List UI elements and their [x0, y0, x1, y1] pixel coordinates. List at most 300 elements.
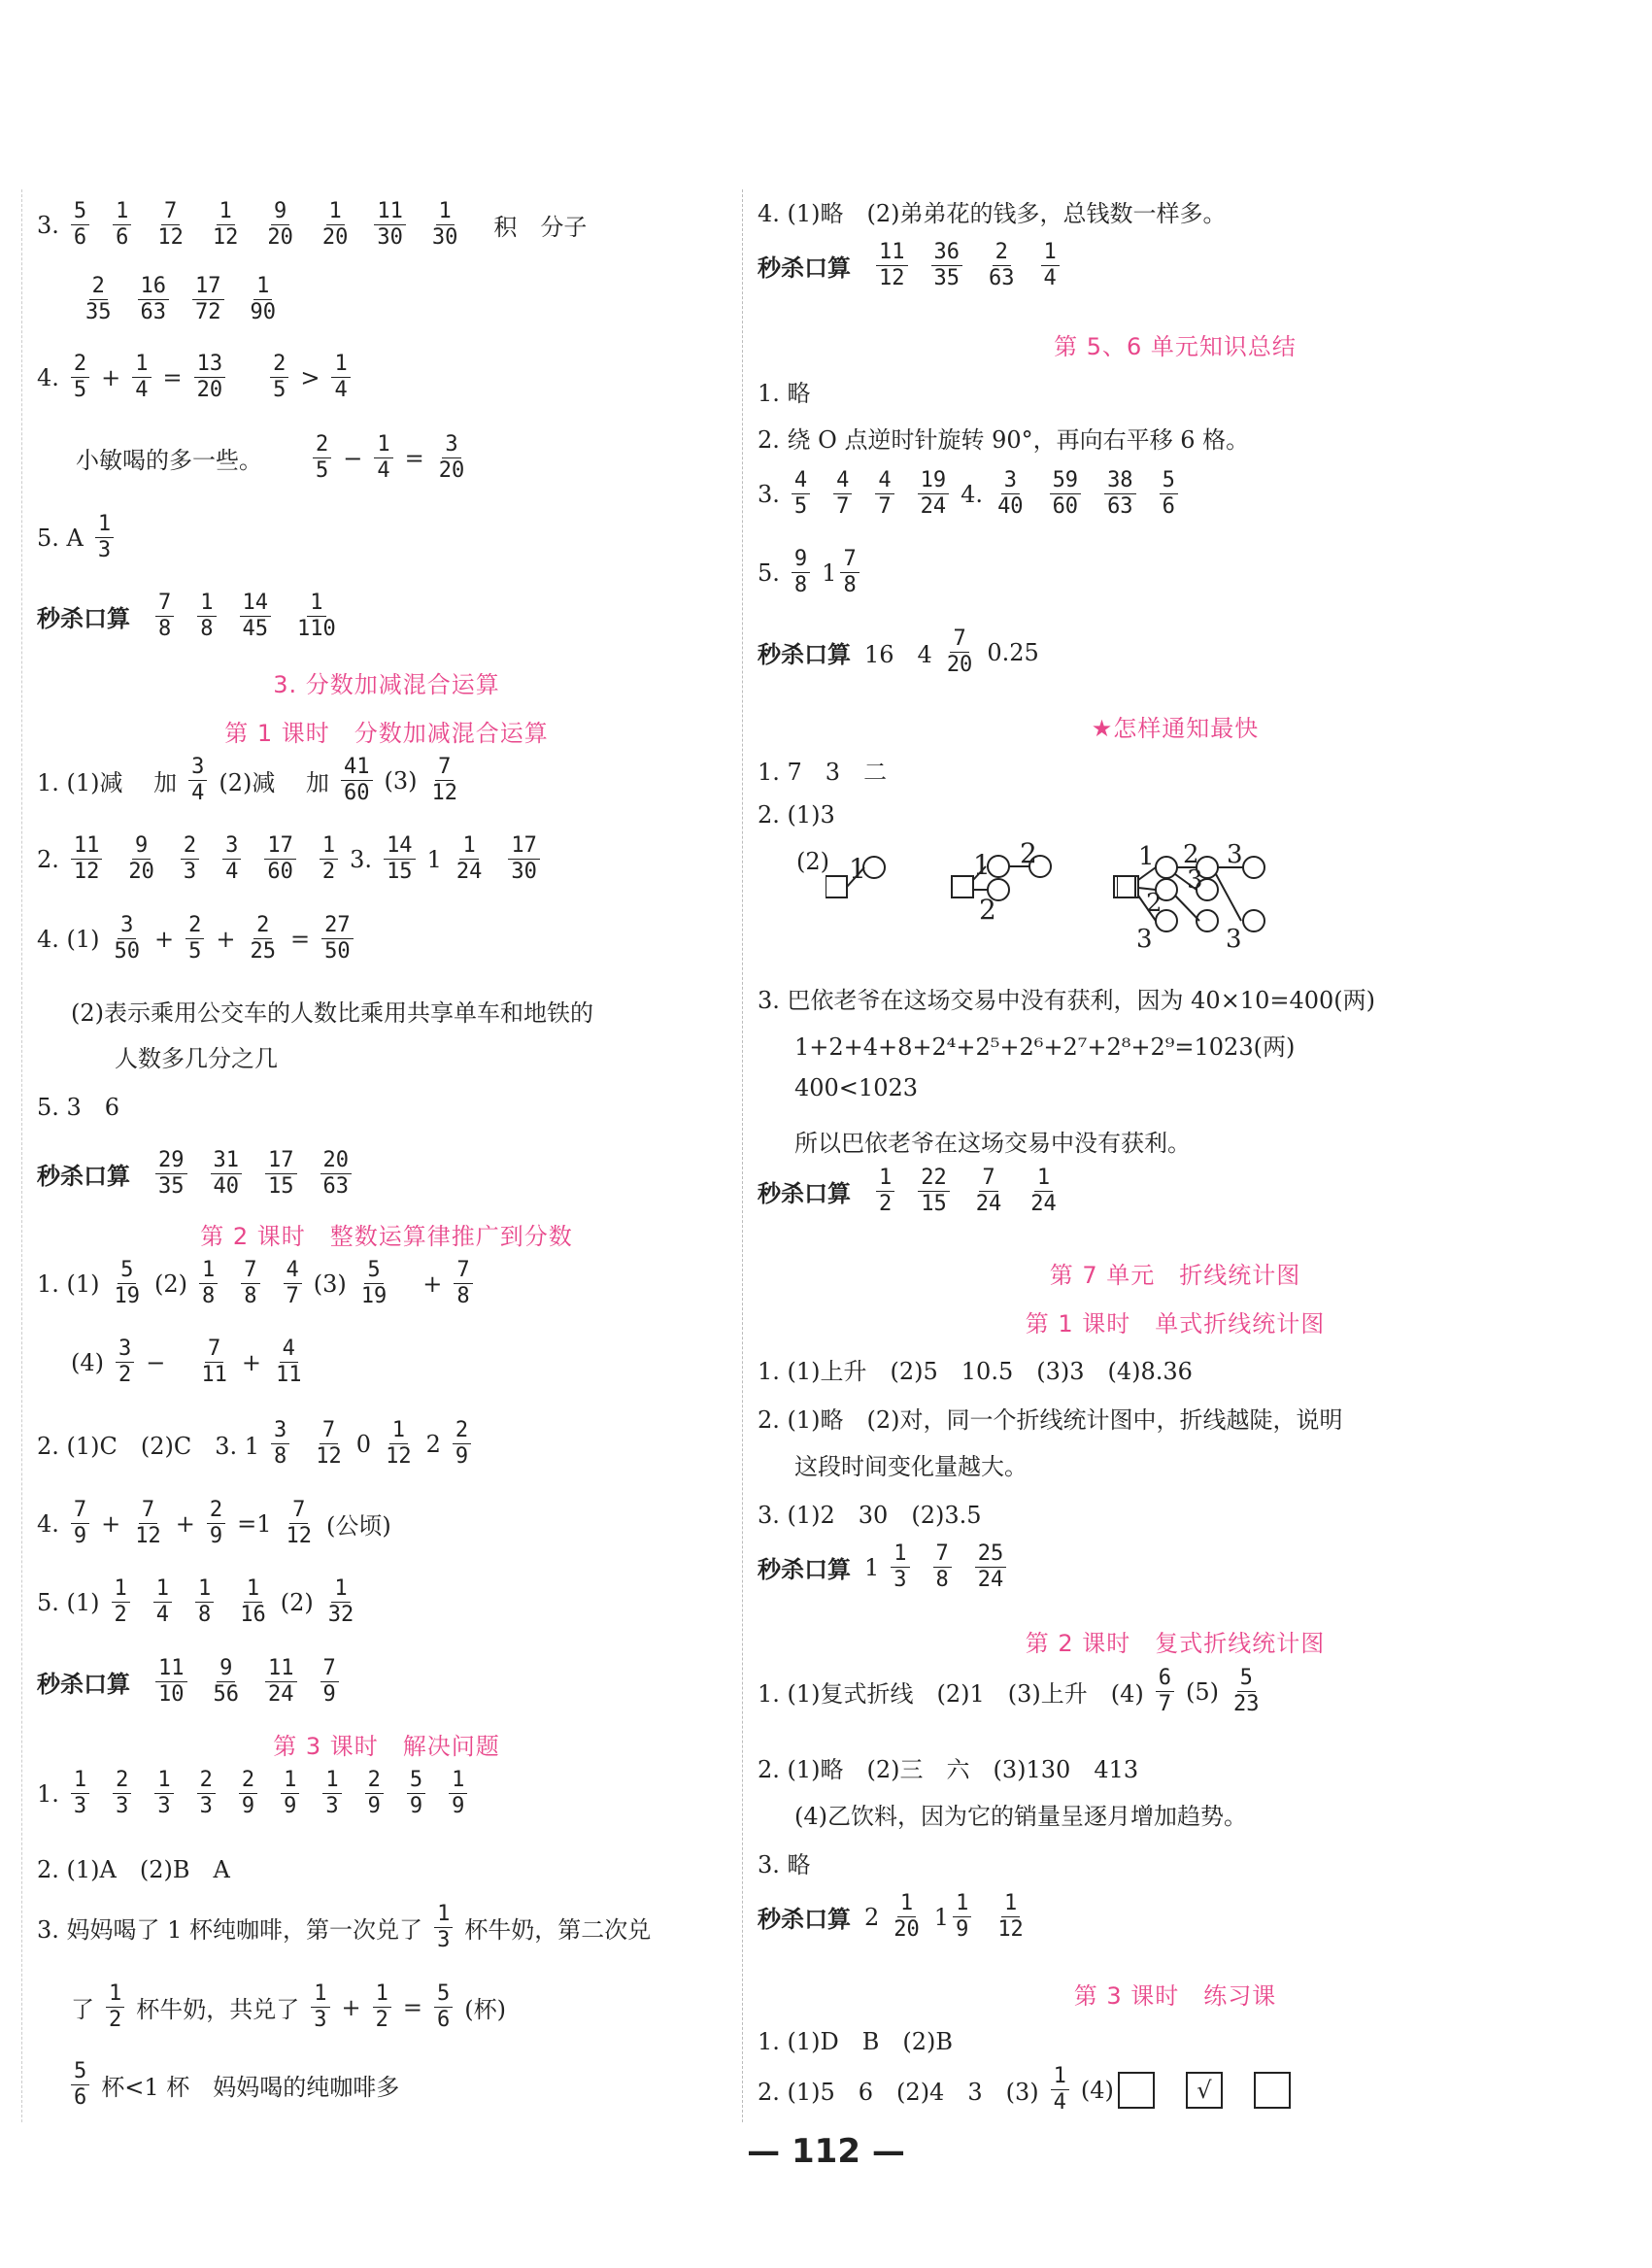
left-s1q4c: 人数多几分之几 [115, 1045, 278, 1072]
right-r13: 2. (1)略 (2)对，同一个折线统计图中，折线越陡，说明 [758, 1406, 1343, 1434]
fraction [876, 1166, 894, 1217]
denominator: 20 [128, 860, 154, 884]
fraction [454, 1258, 472, 1309]
fraction [199, 1258, 218, 1309]
numerator: 3 [222, 833, 241, 860]
denominator: 9 [284, 1794, 297, 1818]
fraction [931, 240, 963, 291]
right-r18: (4)乙饮料，因为它的销量呈逐月增加趋势。 [794, 1803, 1247, 1830]
right-r14: 这段时间变化量越大。 [794, 1453, 1028, 1480]
denominator: 20 [438, 458, 465, 483]
numerator: 5 [118, 1258, 136, 1284]
fraction [365, 1768, 384, 1819]
page-number: — 112 — [747, 2132, 905, 2171]
fraction [373, 1981, 391, 2033]
numerator: 1 [244, 1576, 262, 1603]
right-r20: 1. (1)D B (2)B [758, 2028, 954, 2055]
diagram-num-2: 1 [973, 849, 991, 881]
numerator: 1 [113, 199, 131, 225]
right-mental-3: 秒杀口算 $\frac{1}{2}$ $\frac{22}{15}$ $\frac{7}{24}$ $\frac{1}{24}$ [758, 1166, 1071, 1217]
fraction-list [864, 240, 1071, 291]
denominator: 12 [431, 781, 458, 805]
denominator: 110 [297, 617, 336, 641]
denominator: 4 [225, 860, 239, 884]
numerator: 1 [897, 1891, 916, 1917]
denominator: 20 [321, 225, 349, 250]
fraction [944, 626, 976, 678]
right-r9: 1+2+4+8+2⁴+2⁵+2⁶+2⁷+2⁸+2⁹=1023(两) [794, 1033, 1296, 1061]
numerator: 3 [1001, 468, 1020, 494]
denominator: 24 [920, 494, 947, 519]
fraction [374, 432, 392, 484]
denominator: 35 [158, 1174, 185, 1199]
denominator: 8 [274, 1444, 287, 1469]
denominator: 24 [977, 1568, 1004, 1592]
numerator: 1 [434, 1902, 453, 1928]
left-q3-row2 [71, 274, 290, 325]
numerator: 11 [71, 833, 103, 860]
fraction [197, 591, 216, 642]
fraction-list [442, 833, 552, 885]
denominator: 8 [158, 617, 172, 641]
fraction [436, 432, 468, 484]
denominator: 8 [793, 573, 808, 597]
denominator: 4 [135, 378, 149, 402]
numerator: 2 [181, 833, 199, 860]
numerator: 13 [194, 352, 226, 378]
denominator: 25 [250, 939, 276, 964]
denominator: 3 [314, 2008, 327, 2032]
left-s3q2: 2. (1)A (2)B A [37, 1856, 230, 1883]
left-mental-3: 秒杀口算 $\frac{11}{10}$ $\frac{9}{56}$ $\frac{11}{24}$ $\frac{7}{9}$ [37, 1656, 351, 1708]
denominator: 4 [1043, 266, 1057, 290]
fraction [995, 1891, 1027, 1943]
numerator: 17 [508, 833, 540, 860]
right-r12: 1. (1)上升 (2)5 10.5 (3)3 (4)8.36 [758, 1358, 1193, 1385]
denominator: 90 [250, 300, 276, 324]
diagram3-num-5: 3 [1187, 865, 1203, 895]
numerator: 3 [118, 913, 136, 939]
denominator: 24 [455, 860, 483, 884]
denominator: 9 [209, 1524, 223, 1548]
fraction [211, 1656, 243, 1708]
fraction [384, 833, 416, 885]
fraction [154, 199, 186, 251]
diagram3-num-7: 3 [1226, 925, 1242, 954]
diagram3-num-1: 1 [1138, 842, 1155, 871]
fraction [321, 913, 354, 965]
fraction [891, 1541, 909, 1593]
left-heading-lesson1: 第 1 课时 分数加减混合运算 [224, 720, 549, 747]
fraction [237, 1576, 269, 1628]
fraction [271, 1418, 289, 1470]
left-s3q3c: $\frac{5}{6}$ 杯<1 杯 妈妈喝的纯咖啡多 [71, 2059, 399, 2111]
right-heading-notify: ★怎样通知最快 [1091, 715, 1260, 742]
empty-box-2 [1254, 2072, 1291, 2109]
fraction-list [59, 833, 350, 885]
numerator: 2 [365, 1768, 384, 1794]
numerator: 2 [197, 1768, 216, 1794]
fraction [132, 1498, 164, 1549]
fraction [138, 274, 170, 325]
numerator: 7 [155, 591, 174, 617]
numerator: 1 [307, 591, 325, 617]
right-r1: 4. (1)略 (2)弟弟花的钱多，总钱数一样多。 [758, 200, 1227, 227]
numerator: 4 [280, 1337, 298, 1363]
fraction [875, 468, 893, 520]
fraction [192, 274, 224, 325]
denominator: 56 [213, 1682, 239, 1707]
fraction [322, 1768, 341, 1819]
fraction [265, 1148, 297, 1200]
denominator: 72 [195, 300, 221, 324]
numerator: 7 [454, 1258, 472, 1284]
numerator: 7 [979, 1166, 997, 1192]
notification-diagram-3 [1117, 826, 1311, 962]
numerator: 14 [240, 591, 272, 617]
right-r11: 所以巴依老爷在这场交易中没有获利。 [794, 1130, 1191, 1157]
numerator: 3 [116, 1337, 134, 1363]
numerator: 2 [113, 1768, 131, 1794]
fraction [313, 1418, 345, 1470]
right-r8: 3. 巴依老爷在这场交易中没有获利，因为 40×10=400(两) [758, 987, 1375, 1014]
fraction [265, 1656, 297, 1708]
fraction [264, 833, 296, 885]
numerator: 17 [264, 833, 296, 860]
left-s1q4: 4. (1) $\frac{3}{50}$ + $\frac{2}{5}$ + $\frac{2}{25}$ = $\frac{27}{50}$ [37, 913, 365, 965]
denominator: 9 [452, 1794, 465, 1818]
left-mental-1: 秒杀口算 $\frac{7}{8}$ $\frac{1}{8}$ $\frac{14}{45}$ $\frac{1}{110}$ [37, 591, 351, 642]
denominator: 9 [241, 1794, 255, 1818]
fraction [207, 1498, 225, 1549]
fraction [198, 1337, 230, 1388]
denominator: 60 [267, 860, 293, 884]
numerator: 4 [792, 468, 810, 494]
fraction-list [879, 1541, 1018, 1593]
fraction [453, 1418, 471, 1470]
fraction [284, 1258, 302, 1309]
denominator: 60 [344, 781, 370, 805]
denominator: 12 [73, 860, 100, 884]
denominator: 12 [386, 1444, 412, 1469]
right-r21: 2. (1)5 6 (2)4 3 (3) $\frac{1}{4}$ (4) √ [758, 2064, 1306, 2116]
numerator: 7 [139, 1498, 157, 1524]
numerator: 1 [322, 1768, 341, 1794]
right-heading-unit7: 第 7 单元 折线统计图 [1049, 1262, 1301, 1289]
left-s2q4: 4. $\frac{7}{9}$ + $\frac{7}{12}$ + $\frac{2}{9}$ =1 $\frac{7}{12}$ (公顷) [37, 1498, 391, 1548]
right-mental-2: 秒杀口算 16 4 $\frac{7}{20}$ 0.25 [758, 626, 1039, 677]
fraction [281, 1768, 299, 1819]
right-r3: 2. 绕 O 点逆时针旋转 90°，再向右平移 6 格。 [758, 426, 1250, 454]
fraction [239, 1768, 257, 1819]
right-r10: 400<1023 [794, 1074, 918, 1101]
empty-box-1 [1118, 2072, 1155, 2109]
denominator: 6 [73, 225, 87, 250]
numerator: 4 [875, 468, 893, 494]
right-r15: 3. (1)2 30 (2)3.5 [758, 1502, 982, 1529]
denominator: 9 [956, 1917, 969, 1942]
right-r7b: (2) [796, 848, 829, 875]
fraction [155, 591, 174, 642]
left-margin-rule [21, 189, 22, 2122]
denominator: 9 [455, 1444, 469, 1469]
denominator: 4 [334, 378, 348, 402]
numerator: 1 [112, 1576, 130, 1603]
numerator: 1 [459, 833, 478, 860]
fraction [840, 547, 859, 598]
fraction [95, 512, 114, 563]
numerator: 29 [155, 1148, 187, 1174]
denominator: 11 [201, 1363, 227, 1387]
numerator: 1 [217, 199, 235, 225]
denominator: 16 [240, 1603, 266, 1627]
fraction [358, 1258, 390, 1309]
numerator: 2 [185, 913, 204, 939]
denominator: 3 [97, 538, 112, 562]
fraction [1028, 1166, 1060, 1217]
denominator: 6 [116, 225, 129, 250]
fraction [876, 240, 908, 291]
fraction [454, 833, 486, 885]
fraction [313, 432, 331, 484]
denominator: 8 [456, 1284, 470, 1308]
denominator: 30 [511, 860, 537, 884]
numerator: 1 [1034, 1166, 1053, 1192]
left-s2q1: 1. (1) $\frac{5}{19}$ (2) $\frac{1}{8}$ $\frac{7}{8}$ $\frac{4}{7}$ (3) $\frac{5}{19}$ + $\frac{7}{8}$ [37, 1258, 485, 1309]
denominator: 9 [367, 1794, 381, 1818]
numerator: 1 [153, 1576, 172, 1603]
fraction [1231, 1666, 1263, 1717]
denominator: 35 [933, 266, 960, 290]
fraction [106, 1981, 124, 2033]
numerator: 1 [106, 1981, 124, 2008]
fraction [1156, 1666, 1174, 1717]
numerator: 5 [434, 1981, 453, 2008]
denominator: 40 [213, 1174, 239, 1199]
left-q4b: 小敏喝的多一些。 $\frac{2}{5}$ − $\frac{1}{4}$ = $\frac{3}{20}$ [76, 432, 479, 484]
denominator: 8 [202, 1284, 216, 1308]
diagram-num-1: 1 [849, 853, 866, 885]
numerator: 9 [792, 547, 810, 573]
numerator: 7 [205, 1337, 223, 1363]
numerator: 1 [154, 1768, 173, 1794]
denominator: 9 [73, 1524, 87, 1548]
diagram-circle-2 [988, 856, 1009, 877]
left-q3: 3. $\frac{5}{6}$ $\frac{1}{6}$ $\frac{7}{12}$ $\frac{1}{12}$ $\frac{9}{20}$ $\frac{1}{20}$ $\frac{11}{30}$ $\frac{1}{30}$ 积 分子 [37, 199, 588, 250]
denominator: 3 [157, 1794, 171, 1818]
fraction [83, 274, 115, 325]
numerator: 1 [195, 1576, 214, 1603]
numerator: 7 [320, 1418, 338, 1444]
right-r19: 3. 略 [758, 1851, 811, 1879]
numerator: 2 [71, 352, 89, 378]
numerator: 1 [95, 512, 114, 538]
denominator: 12 [879, 266, 905, 290]
fraction [112, 913, 144, 965]
right-r17: 2. (1)略 (2)三 六 (3)130 413 [758, 1756, 1139, 1783]
fraction [241, 1258, 259, 1309]
fraction [188, 755, 207, 806]
diagram-square-2 [952, 876, 973, 897]
left-s3q1: 1. $\frac{1}{3}$ $\frac{2}{3}$ $\frac{1}{3}$ $\frac{2}{3}$ $\frac{2}{9}$ $\frac{1}{9}$ $\frac{1}{3}$ $\frac{2}{9}$ $\frac{5}{9}$ $\frac{1}{9}$ [37, 1768, 479, 1819]
numerator: 5 [407, 1768, 425, 1794]
diagram3-num-3: 3 [1136, 925, 1153, 954]
left-q4: 4. $\frac{2}{5}$ + $\frac{1}{4}$ = $\frac{13}{20}$ $\frac{2}{5}$ > $\frac{1}{4}$ [37, 352, 362, 403]
denominator: 24 [1030, 1192, 1057, 1216]
numerator: 31 [211, 1148, 243, 1174]
numerator: 7 [933, 1541, 952, 1568]
fraction [112, 1258, 144, 1309]
numerator: 7 [241, 1258, 259, 1284]
denominator: 19 [360, 1284, 388, 1308]
column-divider [742, 189, 743, 2122]
fraction [132, 352, 151, 403]
numerator: 1 [326, 199, 345, 225]
fraction [154, 1768, 173, 1819]
fraction [407, 1768, 425, 1819]
fraction [320, 833, 338, 885]
fraction [792, 468, 810, 520]
numerator: 1 [281, 1768, 299, 1794]
fraction [341, 755, 373, 806]
right-heading-lesson3: 第 3 课时 练习课 [1073, 1982, 1277, 2010]
numerator: 16 [138, 274, 170, 300]
denominator: 3 [893, 1568, 907, 1592]
right-r2: 1. 略 [758, 380, 811, 407]
fraction [320, 199, 352, 251]
numerator: 11 [876, 240, 908, 266]
denominator: 12 [997, 1917, 1024, 1942]
denominator: 40 [997, 494, 1024, 519]
numerator: 7 [435, 755, 454, 781]
fraction-list [144, 1656, 351, 1708]
numerator: 1 [953, 1891, 971, 1917]
denominator: 5 [188, 939, 202, 964]
denominator: 6 [436, 2008, 451, 2032]
numerator: 2 [239, 1768, 257, 1794]
fraction [248, 913, 280, 965]
right-r5: 5. $\frac{9}{8}$ 1 $\frac{7}{8}$ [758, 547, 871, 598]
fraction [284, 1498, 316, 1549]
fraction [240, 591, 272, 642]
fraction [833, 468, 852, 520]
numerator: 41 [341, 755, 373, 781]
denominator: 7 [836, 494, 850, 519]
denominator: 60 [1052, 494, 1079, 519]
denominator: 24 [975, 1192, 1002, 1216]
denominator: 30 [431, 225, 458, 250]
numerator: 1 [331, 352, 350, 378]
left-s1q1: 1. (1)减 加 $\frac{3}{4}$ (2)减 加 $\frac{41}{60}$ (3) $\frac{7}{12}$ [37, 755, 472, 806]
denominator: 8 [198, 1603, 212, 1627]
denominator: 20 [893, 1917, 920, 1942]
fraction [185, 913, 204, 965]
left-s2q1b: (4) $\frac{3}{2}$ − $\frac{7}{11}$ + $\frac{4}{11}$ [71, 1337, 316, 1388]
fraction [986, 240, 1018, 291]
fraction [71, 1768, 89, 1819]
fraction [429, 755, 461, 806]
left-heading-lesson2: 第 2 课时 整数运算律推广到分数 [200, 1223, 573, 1250]
numerator: 11 [374, 199, 406, 225]
diagram3-num-6: 3 [1227, 840, 1243, 869]
denominator: 63 [140, 300, 166, 324]
fraction-list [780, 468, 961, 520]
fraction [113, 199, 131, 251]
numerator: 4 [284, 1258, 302, 1284]
numerator: 7 [289, 1498, 308, 1524]
fraction [383, 1418, 415, 1470]
numerator: 2 [270, 352, 288, 378]
denominator: 8 [935, 1568, 949, 1592]
numerator: 1 [876, 1166, 894, 1192]
fraction [71, 2059, 89, 2111]
numerator: 1 [132, 352, 151, 378]
numerator: 2 [207, 1498, 225, 1524]
numerator: 36 [931, 240, 963, 266]
fraction-list [864, 1166, 1071, 1217]
fraction [195, 1576, 214, 1628]
denominator: 2 [375, 2008, 388, 2032]
numerator: 2 [89, 274, 108, 300]
numerator: 7 [840, 547, 859, 573]
fraction [434, 1981, 453, 2033]
numerator: 5 [364, 1258, 383, 1284]
numerator: 11 [265, 1656, 297, 1682]
fraction-list [100, 1576, 281, 1628]
denominator: 50 [324, 939, 351, 964]
fraction [71, 833, 103, 885]
right-r6: 1. 7 3 二 [758, 759, 888, 786]
left-mental-2: 秒杀口算 $\frac{29}{35}$ $\frac{31}{40}$ $\frac{17}{15}$ $\frac{20}{63}$ [37, 1148, 363, 1200]
left-s1q2: 2. $\frac{11}{12}$ $\frac{9}{20}$ $\frac{2}{3}$ $\frac{3}{4}$ $\frac{17}{60}$ $\frac{1}{2}$ 3. $\frac{14}{15}$ 1 $\frac{1}{24}$ $\frac{17}{30}$ [37, 833, 552, 885]
numerator: 19 [918, 468, 950, 494]
fraction [264, 199, 296, 251]
right-mental-4: 秒杀口算 1 $\frac{1}{3}$ $\frac{7}{8}$ $\frac{25}{24}$ [758, 1541, 1018, 1593]
numerator: 1 [389, 1418, 408, 1444]
denominator: 7 [286, 1284, 299, 1308]
fraction [294, 591, 339, 642]
fraction [325, 1576, 357, 1628]
fraction [222, 833, 241, 885]
fraction [210, 199, 242, 251]
denominator: 15 [268, 1174, 294, 1199]
numerator: 1 [449, 1768, 467, 1794]
numerator: 27 [321, 913, 354, 939]
left-s3q3: 3. 妈妈喝了 1 杯纯咖啡，第一次兑了 $\frac{1}{3}$ 杯牛奶，第二次兑 [37, 1902, 652, 1952]
right-heading-lesson1: 第 1 课时 单式折线统计图 [1025, 1310, 1326, 1337]
denominator: 8 [200, 617, 214, 641]
numerator: 7 [950, 626, 968, 653]
fraction-list [59, 1768, 480, 1819]
denominator: 7 [1158, 1692, 1172, 1716]
numerator: 22 [918, 1166, 950, 1192]
fraction [1104, 468, 1136, 520]
numerator: 14 [384, 833, 416, 860]
denominator: 63 [989, 266, 1015, 290]
right-mental-1: 秒杀口算 $\frac{11}{12}$ $\frac{36}{35}$ $\frac{2}{63}$ $\frac{1}{4}$ [758, 240, 1071, 291]
numerator: 9 [217, 1656, 235, 1682]
denominator: 8 [843, 573, 857, 597]
fraction-list [71, 274, 290, 325]
denominator: 2 [114, 1603, 127, 1627]
numerator: 17 [265, 1148, 297, 1174]
fraction [953, 1891, 971, 1943]
fraction [449, 1768, 467, 1819]
right-heading-lesson2: 第 2 课时 复式折线统计图 [1025, 1630, 1326, 1657]
right-r4: 3. $\frac{4}{5}$ $\frac{4}{7}$ $\frac{4}{7}$ $\frac{19}{24}$ 4. $\frac{3}{40}$ $\frac{59}{60}$ $\frac{38}{63}$ $\frac{5}{6}$ [758, 468, 1190, 520]
diagram3-num-4: 2 [1183, 840, 1199, 869]
denominator: 8 [244, 1284, 257, 1308]
